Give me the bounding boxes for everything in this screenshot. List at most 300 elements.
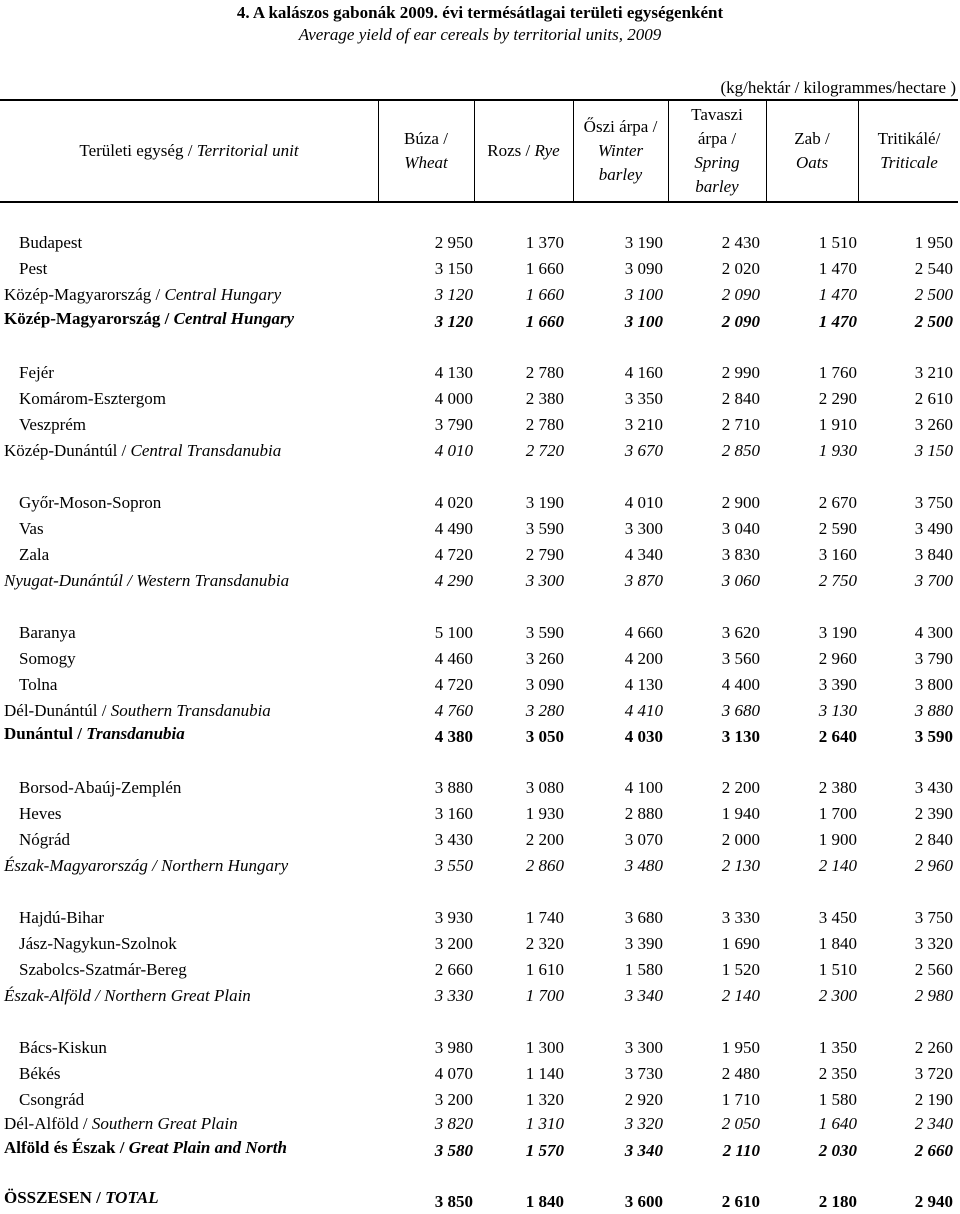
table-row	[0, 802, 960, 826]
cell-rye: 1 310	[525, 1114, 564, 1133]
table-row	[0, 491, 960, 515]
cell-oats: 2 380	[818, 778, 857, 797]
row-label-hu: Veszprém	[19, 415, 87, 434]
row-label-en: Central Hungary	[164, 285, 282, 304]
cell-oats: 2 030	[818, 1141, 857, 1160]
cell-wheat: 4 290	[434, 571, 473, 590]
cell-triticale: 2 500	[914, 312, 953, 331]
row-label	[4, 569, 289, 593]
cell-spring-barley: 1 940	[721, 804, 760, 823]
table-row	[0, 387, 960, 411]
cell-oats: 1 470	[818, 312, 857, 331]
cell-winter-barley: 2 880	[624, 804, 663, 823]
cell-winter-barley: 3 680	[624, 908, 663, 927]
cell-oats: 1 350	[818, 1038, 857, 1057]
header-wbarley-en1: Winter	[597, 141, 644, 160]
cell-rye: 1 570	[525, 1141, 564, 1160]
cell-spring-barley: 2 090	[721, 285, 760, 304]
cell-winter-barley: 3 600	[624, 1192, 663, 1211]
cell-wheat: 4 760	[434, 701, 473, 720]
row-label-hu: Bács-Kiskun	[19, 1038, 107, 1057]
cell-rye: 1 140	[525, 1064, 564, 1083]
cell-wheat: 2 950	[434, 233, 473, 252]
cell-rye: 2 200	[525, 830, 564, 849]
cell-oats: 2 670	[818, 493, 857, 512]
row-label-hu: Csongrád	[19, 1090, 85, 1109]
row-label-en: Northern Hungary	[161, 856, 289, 875]
cell-oats: 3 190	[818, 623, 857, 642]
table-row	[0, 906, 960, 930]
row-label	[19, 361, 54, 385]
cell-oats: 3 450	[818, 908, 857, 927]
row-label-hu: Dél-Dunántúl /	[4, 701, 111, 720]
cell-winter-barley: 2 920	[624, 1090, 663, 1109]
cell-spring-barley: 2 990	[721, 363, 760, 382]
cell-wheat: 3 930	[434, 908, 473, 927]
cell-winter-barley: 3 340	[624, 1141, 663, 1160]
row-label	[19, 647, 76, 671]
row-label-hu: Győr-Moson-Sopron	[19, 493, 162, 512]
cell-spring-barley: 1 520	[721, 960, 760, 979]
table-row	[0, 543, 960, 567]
cell-triticale: 3 430	[914, 778, 953, 797]
cell-rye: 3 260	[525, 649, 564, 668]
cell-winter-barley: 3 190	[624, 233, 663, 252]
cell-triticale: 3 880	[914, 701, 953, 720]
header-sbarley-hu1: Tavaszi	[691, 105, 743, 124]
table-row	[0, 257, 960, 281]
cell-rye: 3 080	[525, 778, 564, 797]
cell-oats: 2 590	[818, 519, 857, 538]
table-row	[0, 361, 960, 385]
cell-triticale: 2 500	[914, 285, 953, 304]
row-label-hu: Alföld és Észak /	[4, 1138, 129, 1157]
row-label-hu: Észak-Alföld /	[4, 986, 105, 1005]
row-label-en: Great Plain and North	[128, 1138, 287, 1157]
cell-oats: 3 160	[818, 545, 857, 564]
cell-wheat: 3 150	[434, 259, 473, 278]
row-label	[19, 257, 47, 281]
row-label-hu: Budapest	[19, 233, 83, 252]
cell-winter-barley: 4 100	[624, 778, 663, 797]
cell-wheat: 3 120	[434, 312, 473, 331]
row-label	[19, 776, 181, 800]
cell-wheat: 3 200	[434, 934, 473, 953]
header-wbarley-en2: barley	[598, 165, 643, 184]
cell-wheat: 4 720	[434, 675, 473, 694]
header-wheat-hu: Búza /	[404, 129, 448, 148]
row-label	[4, 439, 281, 463]
cell-triticale: 3 210	[914, 363, 953, 382]
cell-winter-barley: 4 160	[624, 363, 663, 382]
header-triticale-en: Triticale	[880, 153, 938, 172]
row-label-hu: Nógrád	[19, 830, 70, 849]
cell-triticale: 3 590	[914, 727, 953, 746]
cell-oats: 3 130	[818, 701, 857, 720]
row-label-hu: Dél-Alföld /	[4, 1114, 92, 1133]
row-label-en: TOTAL	[105, 1188, 159, 1207]
cell-rye: 2 320	[525, 934, 564, 953]
cell-winter-barley: 4 010	[624, 493, 663, 512]
cell-wheat: 4 490	[434, 519, 473, 538]
header-wheat	[378, 100, 474, 202]
cell-triticale: 3 840	[914, 545, 953, 564]
cell-wheat: 4 720	[434, 545, 473, 564]
cell-oats: 2 290	[818, 389, 857, 408]
cell-spring-barley: 3 830	[721, 545, 760, 564]
cell-rye: 1 320	[525, 1090, 564, 1109]
row-label-hu: Dunántul /	[4, 724, 87, 743]
cell-winter-barley: 3 300	[624, 519, 663, 538]
row-label-hu: Jász-Nagykun-Szolnok	[19, 934, 177, 953]
cell-winter-barley: 4 340	[624, 545, 663, 564]
cell-winter-barley: 4 660	[624, 623, 663, 642]
cell-spring-barley: 2 850	[721, 441, 760, 460]
cell-spring-barley: 4 400	[721, 675, 760, 694]
cell-spring-barley: 1 690	[721, 934, 760, 953]
cell-wheat: 4 460	[434, 649, 473, 668]
row-label-hu: Heves	[19, 804, 62, 823]
table-row	[0, 1088, 960, 1112]
cell-winter-barley: 3 090	[624, 259, 663, 278]
header-sbarley-hu2: árpa /	[697, 129, 737, 148]
row-label	[19, 517, 44, 541]
cell-triticale: 2 340	[914, 1114, 953, 1133]
row-label-hu: Komárom-Esztergom	[19, 389, 166, 408]
header-rye-en: Rye	[534, 141, 560, 160]
row-label	[19, 491, 161, 515]
cell-oats: 1 470	[818, 285, 857, 304]
cell-rye: 1 930	[525, 804, 564, 823]
header-rye	[474, 100, 573, 202]
cell-wheat: 4 130	[434, 363, 473, 382]
cell-wheat: 3 880	[434, 778, 473, 797]
cell-triticale: 2 390	[914, 804, 953, 823]
cell-spring-barley: 3 330	[721, 908, 760, 927]
cell-triticale: 2 840	[914, 830, 953, 849]
row-label-en: Transdanubia	[86, 724, 185, 743]
row-label-hu: Fejér	[19, 363, 54, 382]
cell-rye: 3 300	[525, 571, 564, 590]
header-oats	[766, 100, 858, 202]
cell-spring-barley: 2 000	[721, 830, 760, 849]
row-label-hu: Szabolcs-Szatmár-Bereg	[19, 960, 187, 979]
table-row	[0, 647, 960, 671]
header-sbarley-en1: Spring	[694, 153, 740, 172]
cell-oats: 1 910	[818, 415, 857, 434]
header-unit-en: Territorial unit	[196, 141, 299, 160]
cell-wheat: 3 790	[434, 415, 473, 434]
table-row	[0, 517, 960, 541]
header-spring-barley	[668, 100, 766, 202]
cell-oats: 2 300	[818, 986, 857, 1005]
cell-rye: 2 780	[525, 363, 564, 382]
cell-spring-barley: 3 060	[721, 571, 760, 590]
cell-wheat: 2 660	[434, 960, 473, 979]
cell-winter-barley: 3 670	[624, 441, 663, 460]
cell-spring-barley: 1 710	[721, 1090, 760, 1109]
cell-winter-barley: 3 730	[624, 1064, 663, 1083]
cell-wheat: 3 200	[434, 1090, 473, 1109]
cell-rye: 1 840	[525, 1192, 564, 1211]
table-row	[0, 673, 960, 697]
cell-winter-barley: 4 410	[624, 701, 663, 720]
cell-wheat: 3 430	[434, 830, 473, 849]
row-label	[19, 621, 76, 645]
cell-triticale: 2 560	[914, 960, 953, 979]
row-label-hu: Nyugat-Dunántúl /	[4, 571, 137, 590]
cell-oats: 1 900	[818, 830, 857, 849]
row-label	[19, 387, 166, 411]
table-row-total	[0, 722, 960, 746]
cell-spring-barley: 2 200	[721, 778, 760, 797]
table-row	[0, 283, 960, 307]
cell-rye: 2 720	[525, 441, 564, 460]
cell-oats: 2 180	[818, 1192, 857, 1211]
cell-wheat: 3 330	[434, 986, 473, 1005]
cell-oats: 1 930	[818, 441, 857, 460]
header-rye-hu: Rozs /	[487, 141, 535, 160]
cell-wheat: 4 010	[434, 441, 473, 460]
cell-oats: 2 350	[818, 1064, 857, 1083]
cell-triticale: 2 980	[914, 986, 953, 1005]
row-label	[19, 906, 104, 930]
cell-oats: 2 750	[818, 571, 857, 590]
cell-winter-barley: 3 350	[624, 389, 663, 408]
cell-triticale: 2 260	[914, 1038, 953, 1057]
cell-spring-barley: 2 480	[721, 1064, 760, 1083]
row-label-en: Central Hungary	[173, 309, 295, 328]
row-label	[19, 673, 57, 697]
cell-rye: 2 780	[525, 415, 564, 434]
cell-wheat: 4 380	[434, 727, 473, 746]
row-label-en: Central Transdanubia	[130, 441, 282, 460]
cell-winter-barley: 3 210	[624, 415, 663, 434]
header-triticale-hu: Tritikálé/	[877, 129, 941, 148]
row-label	[19, 932, 177, 956]
cell-wheat: 3 850	[434, 1192, 473, 1211]
row-label-en: Western Transdanubia	[136, 571, 290, 590]
cell-spring-barley: 2 430	[721, 233, 760, 252]
cell-spring-barley: 2 130	[721, 856, 760, 875]
header-winter-barley	[573, 100, 668, 202]
header-triticale	[858, 100, 960, 202]
cell-winter-barley: 3 320	[624, 1114, 663, 1133]
row-label-hu: Közép-Magyarország /	[4, 285, 165, 304]
table-row	[0, 231, 960, 255]
cell-triticale: 3 150	[914, 441, 953, 460]
row-label-en: Southern Great Plain	[91, 1114, 238, 1133]
cell-triticale: 4 300	[914, 623, 953, 642]
cell-wheat: 3 120	[434, 285, 473, 304]
cell-winter-barley: 3 100	[624, 285, 663, 304]
cell-triticale: 3 260	[914, 415, 953, 434]
cell-triticale: 3 720	[914, 1064, 953, 1083]
row-label	[4, 722, 185, 746]
cell-triticale: 2 940	[914, 1192, 953, 1211]
cell-oats: 1 640	[818, 1114, 857, 1133]
row-label	[19, 1088, 84, 1112]
cell-triticale: 2 960	[914, 856, 953, 875]
cell-triticale: 3 490	[914, 519, 953, 538]
cell-rye: 3 090	[525, 675, 564, 694]
cell-wheat: 4 000	[434, 389, 473, 408]
row-label-hu: Somogy	[19, 649, 76, 668]
row-label	[19, 802, 61, 826]
cell-winter-barley: 3 100	[624, 312, 663, 331]
table-row	[0, 439, 960, 463]
cell-spring-barley: 2 050	[721, 1114, 760, 1133]
row-label-hu: Vas	[19, 519, 44, 538]
cell-spring-barley: 3 680	[721, 701, 760, 720]
row-label-hu: Baranya	[19, 623, 76, 642]
table-row	[0, 699, 960, 723]
header-sbarley-en2: barley	[695, 177, 739, 196]
header-wheat-en: Wheat	[404, 153, 448, 172]
table-row	[0, 776, 960, 800]
cell-spring-barley: 2 840	[721, 389, 760, 408]
row-label-hu: Tolna	[19, 675, 58, 694]
cell-rye: 2 860	[525, 856, 564, 875]
row-label-hu: Közép-Magyarország /	[4, 309, 174, 328]
row-label	[4, 307, 294, 331]
row-label	[4, 854, 288, 878]
cell-spring-barley: 3 130	[721, 727, 760, 746]
cell-spring-barley: 2 900	[721, 493, 760, 512]
table-row	[0, 1036, 960, 1060]
cell-wheat: 3 980	[434, 1038, 473, 1057]
cell-triticale: 1 950	[914, 233, 953, 252]
cell-oats: 1 510	[818, 233, 857, 252]
cell-wheat: 3 820	[434, 1114, 473, 1133]
header-oats-hu: Zab /	[794, 129, 830, 148]
row-label	[4, 283, 281, 307]
cell-spring-barley: 2 710	[721, 415, 760, 434]
unit-note: (kg/hektár / kilogrammes/hectare )	[720, 78, 956, 97]
cell-triticale: 2 610	[914, 389, 953, 408]
cell-oats: 1 510	[818, 960, 857, 979]
cell-winter-barley: 3 300	[624, 1038, 663, 1057]
table-row	[0, 569, 960, 593]
row-label-hu: Borsod-Abaúj-Zemplén	[19, 778, 182, 797]
cell-oats: 2 960	[818, 649, 857, 668]
row-label	[4, 984, 251, 1008]
cell-winter-barley: 3 870	[624, 571, 663, 590]
cell-rye: 1 610	[525, 960, 564, 979]
cell-spring-barley: 1 950	[721, 1038, 760, 1057]
cell-rye: 3 590	[525, 519, 564, 538]
row-label-en: Northern Great Plain	[104, 986, 251, 1005]
cell-triticale: 3 750	[914, 908, 953, 927]
table-row	[0, 413, 960, 437]
cell-rye: 1 660	[525, 285, 564, 304]
table-row-grand-total	[0, 1186, 960, 1210]
cell-rye: 2 790	[525, 545, 564, 564]
cell-spring-barley: 3 040	[721, 519, 760, 538]
cell-spring-barley: 3 620	[721, 623, 760, 642]
header-oats-en: Oats	[795, 153, 829, 172]
cell-rye: 3 050	[525, 727, 564, 746]
header-unit-hu: Területi egység /	[79, 141, 197, 160]
cell-rye: 1 660	[525, 259, 564, 278]
cell-triticale: 3 790	[914, 649, 953, 668]
cell-spring-barley: 2 140	[721, 986, 760, 1005]
cell-winter-barley: 3 340	[624, 986, 663, 1005]
table-row	[0, 932, 960, 956]
cell-winter-barley: 4 130	[624, 675, 663, 694]
table-row	[0, 984, 960, 1008]
cell-winter-barley: 4 030	[624, 727, 663, 746]
cell-rye: 3 190	[525, 493, 564, 512]
row-label	[19, 1036, 107, 1060]
cell-spring-barley: 2 020	[721, 259, 760, 278]
row-label	[4, 1136, 287, 1160]
cell-oats: 2 140	[818, 856, 857, 875]
cell-spring-barley: 3 560	[721, 649, 760, 668]
cell-rye: 1 700	[525, 986, 564, 1005]
row-label	[4, 1186, 159, 1210]
cell-oats: 2 640	[818, 727, 857, 746]
cell-triticale: 2 190	[914, 1090, 953, 1109]
cell-rye: 1 660	[525, 312, 564, 331]
cell-rye: 1 300	[525, 1038, 564, 1057]
table-row-total	[0, 307, 960, 331]
cell-rye: 3 590	[525, 623, 564, 642]
cell-triticale: 2 540	[914, 259, 953, 278]
row-label	[4, 1112, 238, 1136]
cell-oats: 1 580	[818, 1090, 857, 1109]
row-label	[19, 958, 187, 982]
cell-triticale: 2 660	[914, 1141, 953, 1160]
table-row	[0, 1062, 960, 1086]
table-row-total	[0, 1136, 960, 1160]
cell-spring-barley: 2 610	[721, 1192, 760, 1211]
cell-oats: 1 840	[818, 934, 857, 953]
row-label-hu: Békés	[19, 1064, 61, 1083]
table-row	[0, 958, 960, 982]
cell-winter-barley: 4 200	[624, 649, 663, 668]
row-label-hu: Zala	[19, 545, 50, 564]
cell-wheat: 3 160	[434, 804, 473, 823]
cell-oats: 3 390	[818, 675, 857, 694]
cell-oats: 1 700	[818, 804, 857, 823]
row-label	[19, 231, 82, 255]
row-label-en: Southern Transdanubia	[110, 701, 271, 720]
cell-triticale: 3 800	[914, 675, 953, 694]
cell-spring-barley: 2 110	[722, 1141, 760, 1160]
table-row	[0, 854, 960, 878]
row-label	[19, 828, 70, 852]
row-label-hu: Pest	[19, 259, 48, 278]
row-label-hu: ÖSSZESEN /	[4, 1188, 106, 1207]
cell-triticale: 3 750	[914, 493, 953, 512]
cell-wheat: 5 100	[434, 623, 473, 642]
header-wbarley-hu: Őszi árpa /	[583, 117, 658, 136]
row-label	[4, 699, 271, 723]
cell-winter-barley: 3 390	[624, 934, 663, 953]
cell-oats: 1 470	[818, 259, 857, 278]
table-row	[0, 621, 960, 645]
cell-winter-barley: 3 070	[624, 830, 663, 849]
table-row	[0, 828, 960, 852]
cell-wheat: 3 550	[434, 856, 473, 875]
table-row	[0, 1112, 960, 1136]
row-label-hu: Észak-Magyarország /	[4, 856, 162, 875]
row-label-hu: Közép-Dunántúl /	[4, 441, 131, 460]
cell-triticale: 3 700	[914, 571, 953, 590]
cell-rye: 1 740	[525, 908, 564, 927]
header-territorial-unit	[0, 100, 378, 202]
